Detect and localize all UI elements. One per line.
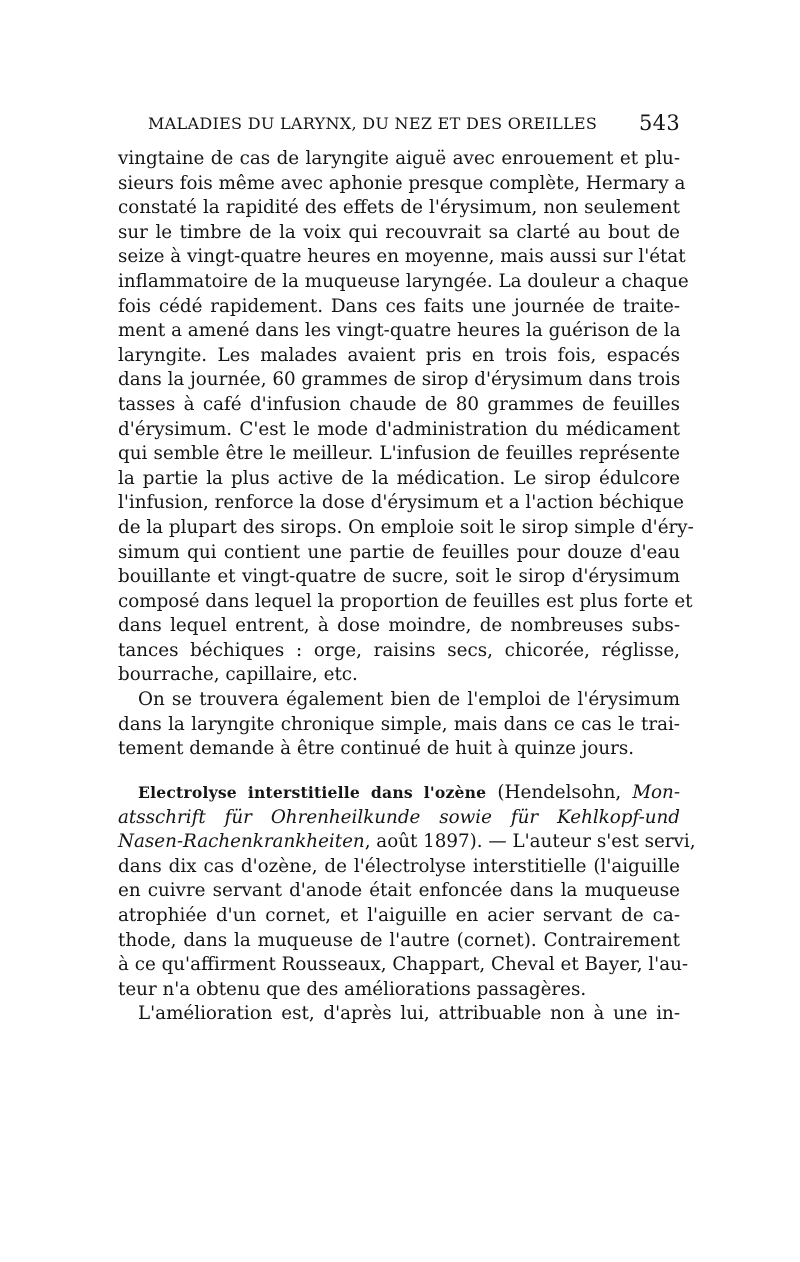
text-line: bouillante et vingt-quatre de sucre, soit le sirop d'érysimum — [118, 566, 680, 588]
citation-open: (Hendelsohn, — [486, 782, 633, 803]
text-line — [118, 806, 680, 831]
text-line: dans lequel entrent, à dose moindre, de nombreuses subs- — [118, 615, 680, 637]
text-line: bourrache, capillaire, etc. — [118, 664, 358, 686]
paragraph-amelioration — [118, 1002, 680, 1027]
text-line — [118, 781, 680, 806]
text-line: la partie la plus active de la médication. Le sirop édulcore — [118, 467, 680, 489]
text-line: sieurs fois même avec aphonie presque complète, Hermary a — [118, 172, 686, 194]
text-line: inflammatoire de la muqueuse laryngée. La douleur a chaque — [118, 270, 689, 292]
citation-date: , août 1897). — L'auteur s'est servi, — [364, 831, 696, 853]
text-line: atrophiée d'un cornet, et l'aiguille en acier servant de ca- — [118, 904, 680, 926]
text-line: dans la journée, 60 grammes de sirop d'érysimum dans trois — [118, 369, 681, 391]
text-line — [118, 830, 696, 855]
text-line: teur n'a obtenu que des améliorations passagères. — [118, 978, 587, 1000]
running-head — [148, 111, 680, 140]
text-space — [420, 807, 439, 828]
running-title: MALADIES DU LARYNX, DU NEZ ET DES OREILLES — [148, 114, 598, 133]
text-line: On se trouvera également bien de l'emploi de l'érysimum — [138, 689, 680, 711]
page-number: 543 — [639, 111, 680, 135]
journal-title-part: Mon- — [632, 782, 681, 803]
body-text-bottom — [118, 781, 696, 1027]
paragraph-laryngite-aigue — [118, 147, 694, 688]
paragraph-electrolyse — [118, 781, 696, 1002]
paragraph-laryngite-chronique — [118, 688, 680, 762]
text-line: ment a amené dans les vingt-quatre heures la guérison de la — [118, 320, 681, 342]
text-line: seize à vingt-quatre heures en moyenne, mais aussi sur l'état — [118, 246, 686, 268]
text-line: tasses à café d'infusion chaude de 80 grammes de feuilles — [118, 393, 680, 415]
text-line: tement demande à être continué de huit à quinze jours. — [118, 738, 635, 760]
text-line: d'érysimum. C'est le mode d'administration du médicament — [118, 418, 680, 440]
text-line: simum qui contient une partie de feuilles pour douze d'eau — [118, 541, 680, 563]
text-line: laryngite. Les malades avaient pris en trois fois, espacés — [118, 344, 680, 366]
text-line: à ce qu'affirment Rousseaux, Chappart, Cheval et Bayer, l'au- — [118, 954, 689, 976]
text-line: fois cédé rapidement. Dans ces faits une journée de traite- — [118, 295, 680, 317]
text-line: L'amélioration est, d'après lui, attribuable non à une in- — [138, 1003, 680, 1025]
text-line: l'infusion, renforce la dose d'érysimum et a l'action béchique — [118, 492, 684, 514]
text-line: qui semble être le meilleur. L'infusion de feuilles représente — [118, 443, 680, 465]
text-line: de la plupart des sirops. On emploie soit le sirop simple d'éry- — [118, 516, 694, 538]
text-line: dans la laryngite chronique simple, mais dans ce cas le trai- — [118, 713, 680, 735]
journal-title-part: für Kehlkopf-und — [510, 806, 681, 828]
text-line: en cuivre servant d'anode était enfoncée dans la muqueuse — [118, 880, 680, 902]
text-line: composé dans lequel la proportion de feuilles est plus forte et — [118, 590, 693, 612]
text-line: tances béchiques : orge, raisins secs, chicorée, réglisse, — [118, 639, 680, 661]
section-heading: Electrolyse interstitielle dans l'ozène — [138, 783, 487, 802]
text-line: thode, dans la muqueuse de l'autre (cornet). Contrairement — [118, 929, 680, 951]
text-line: constaté la rapidité des effets de l'érysimum, non seulement — [118, 197, 680, 219]
journal-title-part: atsschrift für Ohrenheilkunde — [118, 806, 421, 828]
journal-title-part: sowie — [439, 806, 492, 828]
body-text-top — [118, 147, 694, 762]
text-line: dans dix cas d'ozène, de l'électrolyse interstitielle (l'aiguille — [118, 855, 680, 877]
journal-title-part: Nasen-Rachenkrankheiten — [118, 831, 365, 853]
text-space — [492, 807, 511, 828]
text-line: sur le timbre de la voix qui recouvrait sa clarté au bout de — [118, 221, 680, 243]
text-line: vingtaine de cas de laryngite aiguë avec enrouement et plu- — [118, 148, 680, 169]
